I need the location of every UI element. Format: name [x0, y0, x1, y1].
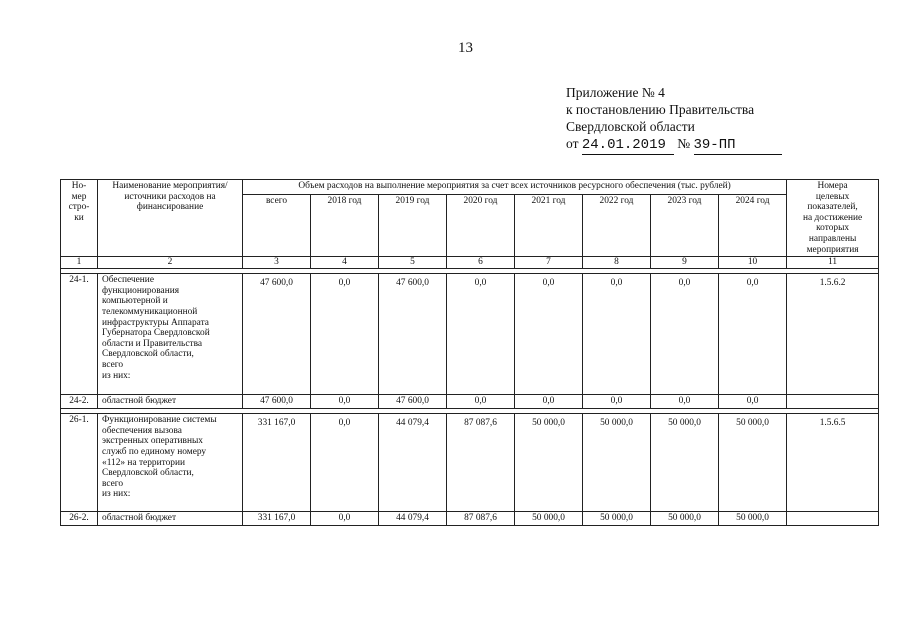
value-total: 331 167,0: [243, 512, 311, 526]
row-name: Обеспечение функционирования компьютерной и телекоммуникационной инфраструктуры Аппарата Губернатора Свердловской области и Правительства Свердловской области, всего из них:: [98, 274, 243, 395]
row-name: областной бюджет: [98, 395, 243, 409]
value-2024: 50 000,0: [719, 512, 787, 526]
column-number: 4: [311, 257, 379, 269]
value-2022: 50 000,0: [583, 512, 651, 526]
column-number: 9: [651, 257, 719, 269]
header-2019: 2019 год: [379, 195, 447, 257]
appendix-date-line: [566, 135, 782, 155]
column-numbers-row: [61, 257, 879, 269]
from-label: от: [566, 136, 579, 151]
value-2019: 44 079,4: [379, 414, 447, 512]
target-indicator: 1.5.6.5: [787, 414, 879, 512]
column-number: 6: [447, 257, 515, 269]
row-number: 24-2.: [61, 395, 98, 409]
row-number: 24-1.: [61, 274, 98, 395]
header-2018: 2018 год: [311, 195, 379, 257]
target-indicator: [787, 395, 879, 409]
column-number: 1: [61, 257, 98, 269]
column-number: 2: [98, 257, 243, 269]
header-total: всего: [243, 195, 311, 257]
target-indicator: 1.5.6.2: [787, 274, 879, 395]
table-row: [61, 414, 879, 512]
value-total: 331 167,0: [243, 414, 311, 512]
header-targets: Номера целевых показателей, на достижение которых направлены мероприятия: [787, 180, 879, 257]
value-2020: 0,0: [447, 395, 515, 409]
value-2018: 0,0: [311, 395, 379, 409]
value-2022: 50 000,0: [583, 414, 651, 512]
appendix-resolution-line: к постановлению Правительства: [566, 102, 755, 117]
value-2024: 50 000,0: [719, 414, 787, 512]
value-2018: 0,0: [311, 274, 379, 395]
value-2018: 0,0: [311, 414, 379, 512]
appendix-header: [566, 84, 782, 155]
value-2023: 50 000,0: [651, 414, 719, 512]
value-2020: 87 087,6: [447, 414, 515, 512]
header-2022: 2022 год: [583, 195, 651, 257]
value-2022: 0,0: [583, 395, 651, 409]
header-name: Наименование мероприятия/ источники расходов на финансирование: [98, 180, 243, 257]
value-2023: 50 000,0: [651, 512, 719, 526]
column-number: 3: [243, 257, 311, 269]
value-2021: 0,0: [515, 395, 583, 409]
value-2021: 50 000,0: [515, 512, 583, 526]
value-2023: 0,0: [651, 274, 719, 395]
value-2022: 0,0: [583, 274, 651, 395]
header-row-top: [61, 180, 879, 195]
row-name: областной бюджет: [98, 512, 243, 526]
column-number: 8: [583, 257, 651, 269]
column-number: 11: [787, 257, 879, 269]
value-2021: 0,0: [515, 274, 583, 395]
table-row: [61, 274, 879, 395]
header-2024: 2024 год: [719, 195, 787, 257]
column-number: 10: [719, 257, 787, 269]
header-row-number: Но- мер стро- ки: [61, 180, 98, 257]
table-row: [61, 512, 879, 526]
page-number: 13: [458, 40, 473, 56]
value-2020: 0,0: [447, 274, 515, 395]
value-2019: 44 079,4: [379, 512, 447, 526]
value-2023: 0,0: [651, 395, 719, 409]
value-2019: 47 600,0: [379, 395, 447, 409]
header-2021: 2021 год: [515, 195, 583, 257]
appendix-title: Приложение № 4: [566, 85, 665, 100]
resolution-date: 24.01.2019: [581, 137, 666, 153]
value-total: 47 600,0: [243, 274, 311, 395]
number-label: №: [677, 136, 691, 151]
value-2024: 0,0: [719, 395, 787, 409]
header-volume-group: Объем расходов на выполнение мероприятия за счет всех источников ресурсного обеспечения (тыс. рублей): [243, 180, 787, 195]
column-number: 7: [515, 257, 583, 269]
header-2020: 2020 год: [447, 195, 515, 257]
row-name: Функционирование системы обеспечения вызова экстренных оперативных служб по единому номеру «112» на территории Свердловской области, всего из них:: [98, 414, 243, 512]
resolution-number: 39-ПП: [693, 137, 736, 153]
header-2023: 2023 год: [651, 195, 719, 257]
row-number: 26-1.: [61, 414, 98, 512]
row-number: 26-2.: [61, 512, 98, 526]
value-2018: 0,0: [311, 512, 379, 526]
table-row: [61, 395, 879, 409]
value-2019: 47 600,0: [379, 274, 447, 395]
target-indicator: [787, 512, 879, 526]
expenses-table: [60, 179, 879, 526]
column-number: 5: [379, 257, 447, 269]
value-2020: 87 087,6: [447, 512, 515, 526]
value-2021: 50 000,0: [515, 414, 583, 512]
appendix-region-line: Свердловской области: [566, 119, 695, 134]
value-total: 47 600,0: [243, 395, 311, 409]
value-2024: 0,0: [719, 274, 787, 395]
